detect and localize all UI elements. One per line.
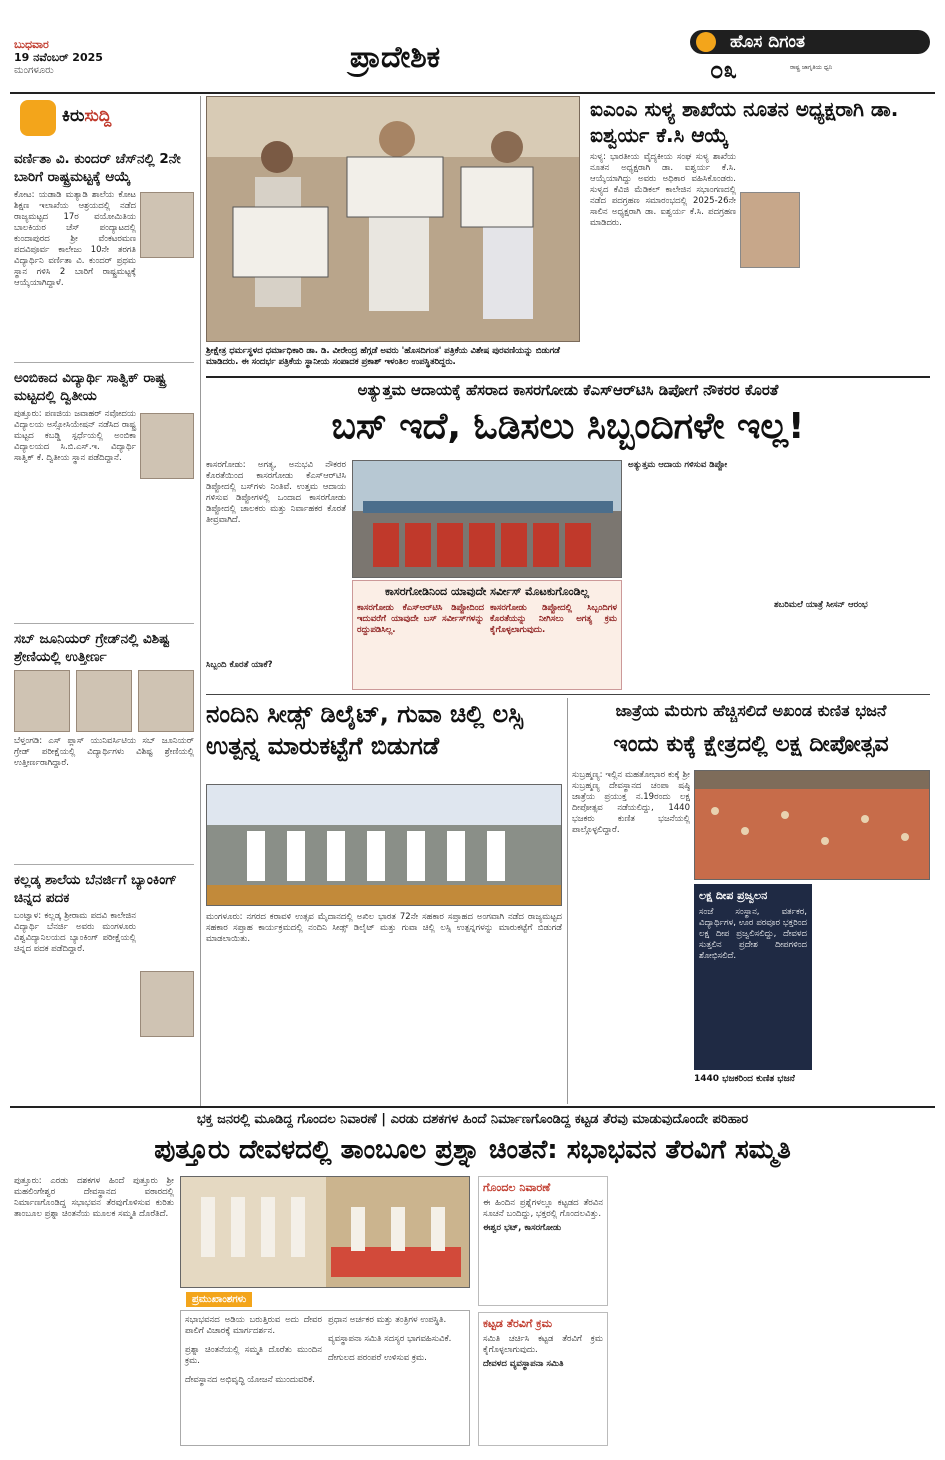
highlights-box (180, 1310, 470, 1446)
highlight-item: ಪ್ರಶ್ನಾ ಚಿಂತನೆಯಲ್ಲಿ ಸಮ್ಮತಿ ದೊರೆತು ಮುಂದಿನ ಕ್ರಮ. (185, 1345, 322, 1366)
story-kukke-body: ಸುಬ್ರಹ್ಮಣ್ಯ: ಇಲ್ಲಿನ ಮಹತೋಭಾರ ಕುಕ್ಕೆ ಶ್ರೀ ಸುಬ್ರಹ್ಮಣ್ಯ ದೇವಸ್ಥಾನದ ಚಂಪಾ ಷಷ್ಠಿ ಜಾತ್ರೆಯ ಪ್ರಯುಕ್ತ ನ.19ರಂದು ಲಕ್ಷ ದೀಪೋತ್ಸವ ನಡೆಯಲಿದ್ದು, 1440 ಭಜಕರು ಕುಣಿತ ಭಜನೆಯಲ್ಲಿ ಪಾಲ್ಗೊಳ್ಳಲಿದ್ದಾರೆ. (572, 770, 690, 835)
masthead-date-text: 19 ನವೆಂಬರ್ 2025 (14, 51, 103, 64)
product-launch-photo (206, 784, 562, 906)
hand-pointing-icon (20, 100, 56, 136)
kirusuddi-column (14, 96, 194, 1165)
student-photo (138, 670, 194, 732)
student-photo (140, 192, 194, 258)
box-title: ಲಕ್ಷ ದೀಪ ಪ್ರಜ್ವಲನ (699, 889, 768, 902)
story-headline: ಐಎಂಎ ಸುಳ್ಯ ಶಾಖೆಯ ನೂತನ ಅಧ್ಯಕ್ಷರಾಗಿ ಡಾ. ಐಶ್ವರ್ಯ ಕೆ.ಸಿ ಆಯ್ಕೆ (590, 97, 899, 147)
student-photo (140, 413, 194, 479)
story-divider (206, 694, 930, 695)
quote-body: ಈ ಹಿಂದಿನ ಪ್ರಶ್ನೆಗಳಲ್ಲೂ ಕಟ್ಟಡದ ತೆರವಿನ ಸೂಚನೆ ಬಂದಿದ್ದು, ಭಕ್ತರಲ್ಲಿ ಗೊಂದಲವಿತ್ತು. (483, 1198, 603, 1219)
highlight-item: ದೇಗುಲದ ಪರಂಪರೆ ಉಳಿಸುವ ಕ್ರಮ. (328, 1353, 427, 1363)
story-bus-subhead: ಸಿಬ್ಬಂದಿ ಕೊರತೆ ಯಾಕೆ? (206, 660, 273, 670)
kukke-photo-caption: 1440 ಭಜಕರಿಂದ ಕುಣಿತ ಭಜನೆ (694, 1074, 795, 1084)
highlight-item: ದೇವಸ್ಥಾನದ ಅಭಿವೃದ್ಧಿ ಯೋಜನೆ ಮುಂದುವರಿಕೆ. (185, 1375, 315, 1385)
story-body: ಸುಳ್ಯ: ಭಾರತೀಯ ವೈದ್ಯಕೀಯ ಸಂಘ ಸುಳ್ಯ ಶಾಖೆಯ ನೂತನ ಅಧ್ಯಕ್ಷರಾಗಿ ಡಾ. ಐಶ್ವರ್ಯ ಕೆ.ಸಿ. ಆಯ್ಕೆಯಾಗಿದ್ದು ಅವರು ಅಧಿಕಾರ ವಹಿಸಿಕೊಂಡರು. ಸುಳ್ಯದ ಕೆವಿಜಿ ಮೆಡಿಕಲ್ ಕಾಲೇಜಿನ ಸಭಾಂಗಣದಲ್ಲಿ ನಡೆದ ಪದಗ್ರಹಣ ಸಮಾರಂಭದಲ್ಲಿ 2025-26ನೇ ಸಾಲಿನ ಅಧ್ಯಕ್ಷರಾಗಿ ಡಾ. ಐಶ್ವರ್ಯ ಕೆ.ಸಿ. ಪದಗ್ರಹಣ ಮಾಡಿದರು. (590, 152, 736, 228)
news-body: ಬೆಳ್ತಂಗಡಿ: ಎಸ್ ಪ್ಲಾಸ್ ಯುನಿವರ್ಸಿಟಿಯ ಸಬ್ ಜೂನಿಯರ್ ಗ್ರೇಡ್ ಪರೀಕ್ಷೆಯಲ್ಲಿ ವಿದ್ಯಾರ್ಥಿಗಳು ವಿಶಿಷ್ಟ ಶ್ರೇಣಿಯಲ್ಲಿ ಉತ್ತೀರ್ಣರಾಗಿದ್ದಾರೆ. (14, 736, 194, 768)
story-sullia[interactable] (590, 96, 930, 374)
column-divider (200, 96, 201, 1106)
student-photo (140, 971, 194, 1037)
kirusuddi-header (14, 96, 194, 144)
masthead-day: ಬುಧವಾರ (14, 38, 49, 51)
highlights-tag: ಪ್ರಮುಖಾಂಶಗಳು (186, 1292, 252, 1307)
news-body: ಪುತ್ತೂರು: ಪಣಜಿಯ ಜವಾಹರ್ ನವೋದಯ ವಿದ್ಯಾಲಯ ಅಸ್ಸೋಸಿಯೇಷನ್ ನಡೆಸಿದ ರಾಷ್ಟ್ರ ಮಟ್ಟದ ಕಬಡ್ಡಿ ಸ್ಪರ್ಧೆಯಲ್ಲಿ ಅಂಬಿಕಾ ವಿದ್ಯಾಲಯದ ಸಿ.ಬಿ.ಎಸ್.ಇ. ವಿದ್ಯಾರ್ಥಿ ಸಾತ್ವಿಕ್ ಕೆ. ದ್ವಿತೀಯ ಸ್ಥಾನ ಪಡೆದಿದ್ದಾನೆ. (14, 409, 136, 463)
news-headline: ಕಲ್ಲಡ್ಕ ಶಾಲೆಯ ಬೆನರ್ಜಿಗೆ ಬ್ಯಾಂಕಿಂಗ್ ಚಿನ್ನದ ಪದಕ (14, 872, 177, 906)
story-bus-kicker: ಅತ್ಯುತ್ತಮ ಆದಾಯಕ್ಕೆ ಹೆಸರಾದ ಕಾಸರಗೋಡು ಕೆಎಸ್ಆರ್‌ಟಿಸಿ ಡಿಪೋಗೆ ನೌಕರರ ಕೊರತೆ (357, 381, 779, 399)
crowd-bhajan-photo (694, 770, 930, 880)
quote-attribution: ಈಶ್ವರ ಭಟ್, ಕಾಸರಗೋಡು (483, 1223, 562, 1233)
masthead-rule (10, 92, 935, 94)
sun-logo-icon (696, 32, 716, 52)
bus-depot-photo (352, 460, 622, 578)
page-number: ೦೩ (710, 56, 737, 84)
highlight-item: ವ್ಯವಸ್ಥಾಪನಾ ಸಮಿತಿ ಸದಸ್ಯರ ಭಾಗವಹಿಸುವಿಕೆ. (328, 1334, 452, 1344)
story-nandini-body: ಮಂಗಳೂರು: ನಗರದ ಕರಾವಳಿ ಉತ್ಸವ ಮೈದಾನದಲ್ಲಿ ಅಖಿಲ ಭಾರತ 72ನೇ ಸಹಕಾರ ಸಪ್ತಾಹದ ಅಂಗವಾಗಿ ನಡೆದ ರಾಜ್ಯಮಟ್ಟದ ಸಹಕಾರ ಸಪ್ತಾಹ ಕಾರ್ಯಕ್ರಮದಲ್ಲಿ ನಂದಿನಿ ಸೀಡ್ಸ್ ಡಿಲೈಟ್ ಮತ್ತು ಗುವಾ ಚಿಲ್ಲಿ ಲಸ್ಸಿ ಉತ್ಪನ್ನಗಳನ್ನು ಮಾರುಕಟ್ಟೆಗೆ ಬಿಡುಗಡೆ ಮಾಡಲಾಯಿತು. (206, 912, 562, 944)
bus-quote-left: ಕಾಸರಗೋಡು ಕೆಎಸ್ಆರ್‌ಟಿಸಿ ಡಿಪ್ಪೋದಿಂದ ಇದುವರೆಗೆ ಯಾವುದೇ ಬಸ್ ಸರ್ವೀಸ್‌ಗಳನ್ನು ರದ್ದುಪಡಿಸಿಲ್ಲ. (357, 603, 484, 635)
lead-photo-caption: ಶ್ರೀಕ್ಷೇತ್ರ ಧರ್ಮಸ್ಥಳದ ಧರ್ಮಾಧಿಕಾರಿ ಡಾ. ಡಿ. ವೀರೇಂದ್ರ ಹೆಗ್ಗಡೆ ಅವರು 'ಹೊಸದಿಗಂತ' ಪತ್ರಿಕೆಯ ವಿಶೇಷ ಪುರವಣಿಯನ್ನು ಬಿಡುಗಡೆ ಮಾಡಿದರು. ಈ ಸಂದರ್ಭ ಪತ್ರಿಕೆಯ ಸ್ಥಾನೀಯ ಸಂಪಾದಕ ಪ್ರಕಾಶ್ ಇಳಂತಿಲ ಉಪಸ್ಥಿತರಿದ್ದರು. (206, 346, 560, 367)
story-kukke-headline: ಇಂದು ಕುಕ್ಕೆ ಕ್ಷೇತ್ರದಲ್ಲಿ ಲಕ್ಷ ದೀಪೋತ್ಸವ (613, 732, 889, 757)
paper-name: ಹೊಸ ದಿಗಂತ (690, 30, 930, 54)
story-bus-body: ಕಾಸರಗೋಡು: ಅಗತ್ಯ, ಅನುಭವಿ ನೌಕರರ ಕೊರತೆಯಿಂದ ಕಾಸರಗೋಡು ಕೆಎಸ್ಆರ್‌ಟಿಸಿ ಡಿಪ್ಪೋದಲ್ಲಿ ಬಸ್‌ಗಳು ನಿಂತಿವೆ. ಉತ್ತಮ ಆದಾಯ ಗಳಿಸುವ ಡಿಪ್ಪೋಗಳಲ್ಲಿ ಒಂದಾದ ಕಾಸರಗೋಡು ಡಿಪ್ಪೋದಲ್ಲಿ ಚಾಲಕರು ಮತ್ತು ನಿರ್ವಾಹಕರ ಕೊರತೆ ತೀವ್ರವಾಗಿದೆ. (206, 460, 346, 525)
story-puttur-body: ಪುತ್ತೂರು: ಎರಡು ದಶಕಗಳ ಹಿಂದೆ ಪುತ್ತೂರು ಶ್ರೀ ಮಹಲಿಂಗೇಶ್ವರ ದೇವಸ್ಥಾನದ ವಠಾರದಲ್ಲಿ ನಿರ್ಮಾಣಗೊಂಡಿದ್ದ ಸಭಾಭವನ ತೆರವುಗೊಳಿಸುವ ಕುರಿತು ತಾಂಬೂಲ ಪ್ರಶ್ನಾ ಚಿಂತನೆಯ ಮೂಲಕ ಸಮ್ಮತಿ ದೊರೆತಿದೆ. (14, 1176, 174, 1219)
bus-quote-right: ಕಾಸರಗೋಡು ಡಿಪ್ಪೋದಲ್ಲಿ ಸಿಬ್ಬಂದಿಗಳ ಕೊರತೆಯನ್ನು ನೀಗಿಸಲು ಅಗತ್ಯ ಕ್ರಮ ಕೈಗೊಳ್ಳಲಾಗುವುದು. (490, 603, 617, 635)
story-divider (10, 1106, 935, 1108)
section-title: ಪ್ರಾದೇಶಿಕ (349, 40, 441, 75)
news-item[interactable] (14, 362, 194, 623)
temple-meeting-photo (180, 1176, 470, 1288)
box-body: ಸಂಜೆ ಸಂಸ್ಥಾನ, ವರ್ತಕರ, ವಿದ್ಯಾರ್ಥಿಗಳ, ಊರ ಪರವೂರ ಭಕ್ತರಿಂದ ಲಕ್ಷ ದೀಪ ಪ್ರಜ್ವಲಿಸಲಿದ್ದು, ದೇವಳದ ಸುತ್ತಲಿನ ಪ್ರದೇಶ ದೀಪಗಳಿಂದ ಶೋಭಿಸಲಿದೆ. (699, 907, 807, 961)
news-body: ಕೋಟ: ಯಡಾಡಿ ಮತ್ಯಾಡಿ ಶಾಲೆಯ ಕೋಟ ಶಿಕ್ಷಣ ಇಲಾಖೆಯ ಆಶ್ರಯದಲ್ಲಿ ನಡೆದ ರಾಜ್ಯಮಟ್ಟದ 17ರ ವಯೋಮಿತಿಯ ಬಾಲಕಿಯರ ಚೆಸ್ ಪಂದ್ಯಾಟದಲ್ಲಿ ಕುಂದಾಪುರದ ಶ್ರೀ ವೆಂಕಟರಮಣ ಪದವಿಪೂರ್ವ ಕಾಲೇಜು 10ನೇ ತರಗತಿ ವಿದ್ಯಾರ್ಥಿನಿ ವರ್ಣಿತಾ ವಿ. ಕುಂದರ್ ಪ್ರಥಮ ಸ್ಥಾನ ಗಳಿಸಿ 2 ಬಾರಿಗೆ ರಾಷ್ಟ್ರಮಟ್ಟಕ್ಕೆ ಆಯ್ಕೆಯಾಗಿದ್ದಾಳೆ. (14, 190, 136, 288)
kirusuddi-label: ಕಿರುಸುದ್ದಿ (62, 106, 112, 126)
paper-logo (690, 30, 930, 88)
people-reading-newspaper-photo (207, 97, 580, 342)
masthead-date (14, 38, 103, 77)
story-bus-subhead: ಅತ್ಯುತ್ತಮ ಆದಾಯ ಗಳಿಸುವ ಡಿಪ್ಪೋ (628, 460, 728, 470)
news-headline: ವರ್ಣಿತಾ ವಿ. ಕುಂದರ್ ಚೆಸ್‌ನಲ್ಲಿ 2ನೇ ಬಾರಿಗೆ ರಾಷ್ಟ್ರಮಟ್ಟಕ್ಕೆ ಆಯ್ಕೆ (14, 151, 181, 185)
news-headline: ಸಬ್ ಜೂನಿಯರ್ ಗ್ರೇಡ್‌ನಲ್ಲಿ ವಿಶಿಷ್ಟ ಶ್ರೇಣಿಯಲ್ಲಿ ಉತ್ತೀರ್ಣ (14, 631, 170, 665)
news-item[interactable] (14, 144, 194, 362)
doctor-portrait-photo (740, 192, 800, 268)
quote-title: ಕಟ್ಟಡ ತೆರವಿಗೆ ಕ್ರಮ (483, 1317, 553, 1330)
quote-title: ಗೊಂದಲ ನಿವಾರಣೆ (483, 1181, 551, 1194)
quote-box (478, 1176, 608, 1306)
student-photo (14, 670, 70, 732)
paper-tagline: ರಾಷ್ಟ್ರ ಜಾಗೃತಿಯ ಧ್ವನಿ (790, 64, 833, 71)
story-divider (206, 376, 930, 378)
news-headline: ಅಂಬಿಕಾದ ವಿದ್ಯಾರ್ಥಿ ಸಾತ್ವಿಕ್ ರಾಷ್ಟ್ರ ಮಟ್ಟದಲ್ಲಿ ದ್ವಿತೀಯ (14, 370, 166, 404)
masthead-city: ಮಂಗಳೂರು (14, 65, 54, 76)
quote-box (478, 1312, 608, 1446)
story-puttur-kicker: ಭಕ್ತ ಜನರಲ್ಲಿ ಮೂಡಿದ್ದ ಗೊಂದಲ ನಿವಾರಣೆ | ಎರಡು ದಶಕಗಳ ಹಿಂದೆ ನಿರ್ಮಾಣಗೊಂಡಿದ್ದ ಕಟ್ಟಡ ತೆರವು ಮಾಡುವುದೊಂದೇ ಪರಿಹಾರ (196, 1112, 749, 1127)
lead-photo (206, 96, 580, 342)
highlight-item: ಸಭಾಭವನದ ಅಡಿಯ ಬರುತ್ತಿರುವ ಅದು ದೇವರ ಪಾಲಿಗೆ ವಿಚಾರಕ್ಕೆ ಮಾರ್ಗದರ್ಶನ. (185, 1315, 322, 1336)
story-puttur-headline: ಪುತ್ತೂರು ದೇವಳದಲ್ಲಿ ತಾಂಬೂಲ ಪ್ರಶ್ನಾ ಚಿಂತನೆ: ಸಭಾಭವನ ತೆರವಿಗೆ ಸಮ್ಮತಿ (154, 1135, 791, 1165)
story-nandini-headline: ನಂದಿನಿ ಸೀಡ್ಸ್ ಡಿಲೈಟ್, ಗುವಾ ಚಿಲ್ಲಿ ಲಸ್ಸಿ ಉತ್ಪನ್ನ ಮಾರುಕಟ್ಟೆಗೆ ಬಿಡುಗಡೆ (206, 700, 524, 760)
quote-body: ಸಮಿತಿ ಚರ್ಚಿಸಿ ಕಟ್ಟಡ ತೆರವಿಗೆ ಕ್ರಮ ಕೈಗೊಳ್ಳಲಾಗುವುದು. (483, 1334, 603, 1355)
student-photo (76, 670, 132, 732)
bus-caption-title: ಕಾಸರಗೋಡಿನಿಂದ ಯಾವುದೇ ಸರ್ವೀಸ್ ಮೊಟಕುಗೊಂಡಿಲ್ಲ (385, 585, 589, 598)
highlight-item: ಪ್ರಧಾನ ಅರ್ಚಕರ ಮತ್ತು ತಂತ್ರಿಗಳ ಉಪಸ್ಥಿತಿ. (328, 1315, 447, 1325)
laksha-deepa-box (694, 884, 812, 1070)
quote-attribution: ದೇವಳದ ವ್ಯವಸ್ಥಾಪನಾ ಸಮಿತಿ (483, 1359, 564, 1369)
story-bus-headline: ಬಸ್ ಇದೆ, ಓಡಿಸಲು ಸಿಬ್ಬಂದಿಗಳೇ ಇಲ್ಲ! (331, 406, 805, 447)
news-item[interactable] (14, 623, 194, 864)
story-bus-subhead: ಶಬರಿಮಲೆ ಯಾತ್ರೆ ಸೀಸನ್ ಆರಂಭ (774, 600, 868, 610)
column-divider (567, 698, 568, 1104)
news-body: ಬಂಟ್ವಾಳ: ಕಲ್ಲಡ್ಕ ಶ್ರೀರಾಮ ಪದವಿ ಕಾಲೇಜಿನ ವಿದ್ಯಾರ್ಥಿ ಬೆನರ್ಜಿ ಅವರು ಮಂಗಳೂರು ವಿಶ್ವವಿದ್ಯಾನಿಲಯದ ಬ್ಯಾಂಕಿಂಗ್ ಪರೀಕ್ಷೆಯಲ್ಲಿ ಚಿನ್ನದ ಪದಕ ಪಡೆದಿದ್ದಾರೆ. (14, 911, 136, 954)
bus-photo-caption (352, 580, 622, 690)
story-kukke-kicker: ಜಾತ್ರೆಯ ಮೆರುಗು ಹೆಚ್ಚಿಸಲಿದೆ ಅಖಂಡ ಕುಣಿತ ಭಜನೆ (615, 701, 887, 720)
